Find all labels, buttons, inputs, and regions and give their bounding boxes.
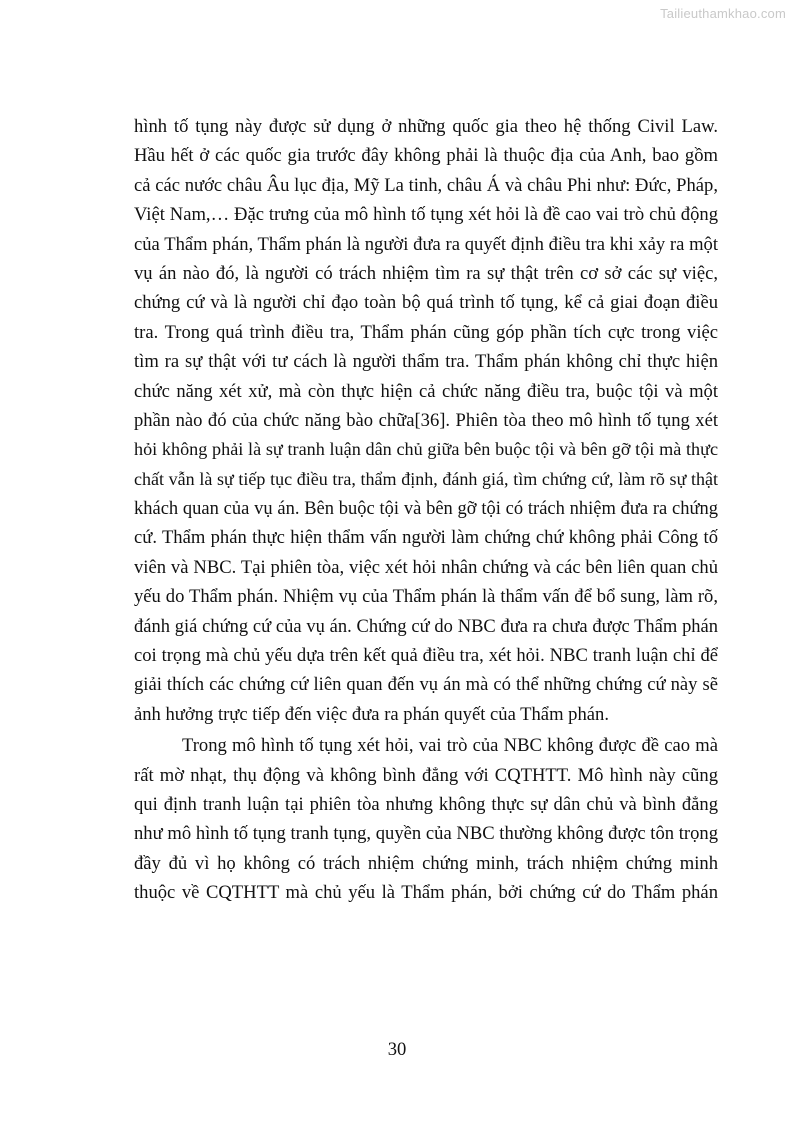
text-line: hỏi không phải là sự tranh luận dân chủ giữa bên buộc tội và bên gỡ tội mà thực (134, 439, 718, 460)
paragraph-2 (134, 731, 718, 907)
paragraph-1 (134, 112, 718, 729)
text-line: ảnh hưởng trực tiếp đến việc đưa ra phán quyết của Thẩm phán. (134, 703, 609, 725)
text-line: hình tố tụng này được sử dụng ở những quốc gia theo hệ thống Civil Law. (134, 116, 718, 137)
text-line: viên và NBC. Tại phiên tòa, việc xét hỏi nhân chứng và các bên liên quan chủ (134, 556, 718, 578)
text-line: vụ án nào đó, là người có trách nhiệm tìm ra sự thật trên cơ sở các sự việc, (134, 262, 718, 284)
watermark: Tailieuthamkhao.com (660, 6, 786, 21)
text-line: chất vẫn là sự tiếp tục điều tra, thẩm định, đánh giá, tìm chứng cứ, làm rõ sự thật (134, 468, 718, 489)
document-body (134, 112, 718, 908)
text-line: đầy đủ vì họ không có trách nhiệm chứng minh, trách nhiệm chứng minh (134, 852, 718, 874)
text-line: cả các nước châu Âu lục địa, Mỹ La tinh, châu Á và châu Phi như: Đức, Pháp, (134, 174, 718, 196)
text-line: tìm ra sự thật với tư cách là người thẩm tra. Thẩm phán không chỉ thực hiện (134, 351, 718, 373)
text-line: chức năng xét xử, mà còn thực hiện cả chức năng điều tra, buộc tội và một (134, 380, 718, 402)
text-line: giải thích các chứng cứ liên quan đến vụ án mà có thể những chứng cứ này sẽ (134, 674, 718, 696)
text-line: yếu do Thẩm phán. Nhiệm vụ của Thẩm phán là thẩm vấn để bổ sung, làm rõ, (134, 586, 718, 608)
text-line: khách quan của vụ án. Bên buộc tội và bên gỡ tội có trách nhiệm đưa ra chứng (134, 498, 718, 519)
text-line: như mô hình tố tụng tranh tụng, quyền của NBC thường không được tôn trọng (134, 823, 718, 845)
text-line: Việt Nam,… Đặc trưng của mô hình tố tụng xét hỏi là đề cao vai trò chủ động (134, 204, 718, 226)
text-line: Trong mô hình tố tụng xét hỏi, vai trò của NBC không được đề cao mà (182, 735, 718, 757)
text-line: chứng cứ và là người chỉ đạo toàn bộ quá trình tố tụng, kể cả giai đoạn điều (134, 292, 718, 314)
text-line: qui định tranh luận tại phiên tòa nhưng không thực sự dân chủ và bình đẳng (134, 793, 718, 815)
text-line: rất mờ nhạt, thụ động và không bình đẳng với CQTHTT. Mô hình này cũng (134, 764, 718, 786)
text-line: cứ. Thẩm phán thực hiện thẩm vấn người làm chứng chứ không phải Công tố (134, 527, 718, 549)
text-line: coi trọng mà chủ yếu dựa trên kết quả điều tra, xét hỏi. NBC tranh luận chỉ để (134, 645, 718, 667)
text-line: tra. Trong quá trình điều tra, Thẩm phán cũng góp phần tích cực trong việc (134, 321, 718, 343)
text-line: Hầu hết ở các quốc gia trước đây không phải là thuộc địa của Anh, bao gồm (134, 145, 718, 167)
text-line: thuộc về CQTHTT mà chủ yếu là Thẩm phán, bởi chứng cứ do Thẩm phán (134, 882, 718, 904)
text-line: của Thẩm phán, Thẩm phán là người đưa ra quyết định điều tra khi xảy ra một (134, 233, 718, 255)
page-number: 30 (387, 1039, 407, 1060)
text-line: phần nào đó của chức năng bào chữa[36]. Phiên tòa theo mô hình tố tụng xét (134, 409, 718, 431)
text-line: đánh giá chứng cứ của vụ án. Chứng cứ do NBC đưa ra chưa được Thẩm phán (134, 615, 718, 636)
